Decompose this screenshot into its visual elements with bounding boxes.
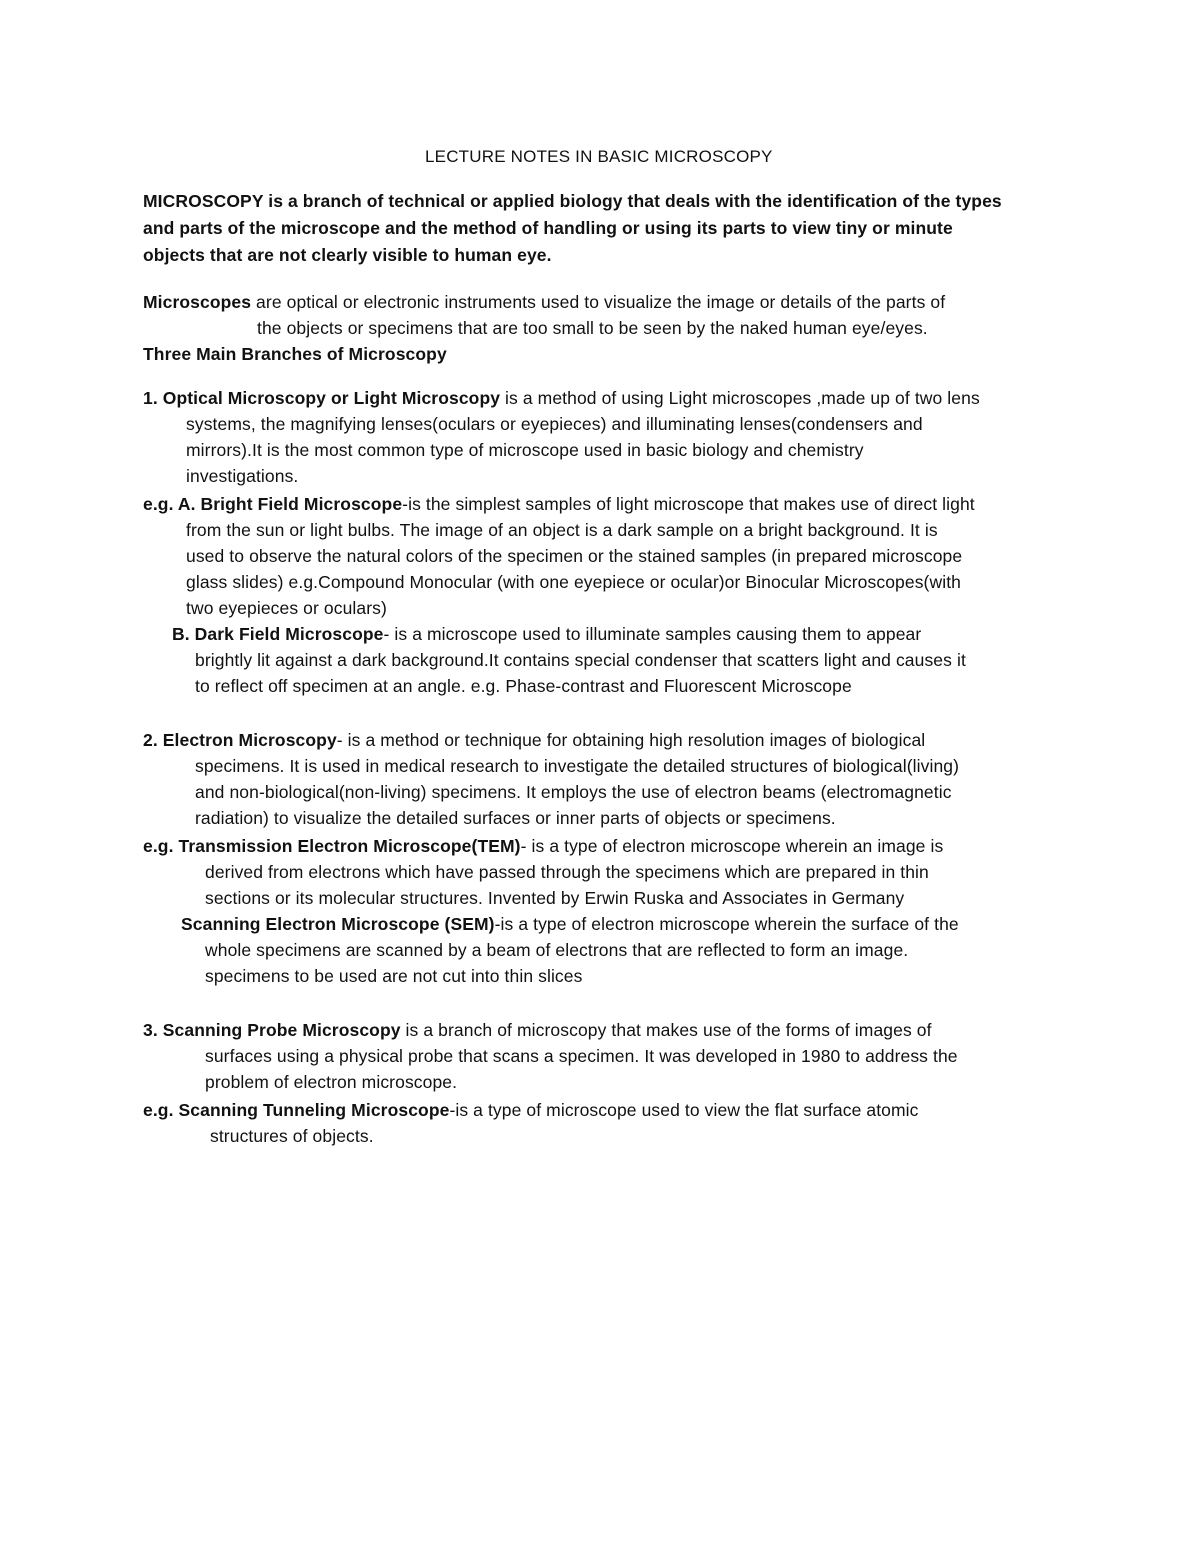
definition-microscopy-line-1: MICROSCOPY is a branch of technical or applied biology that deals with the identification of the types <box>143 191 1002 211</box>
definition-microscopy-line-3: objects that are not clearly visible to human eye. <box>143 245 552 265</box>
example-b-line-3: to reflect off specimen at an angle. e.g. Phase-contrast and Fluorescent Microscope <box>195 676 852 696</box>
branch-1-line-2: systems, the magnifying lenses(oculars or eyepieces) and illuminating lenses(condensers and <box>186 414 923 434</box>
branch-2-line-2: specimens. It is used in medical research to investigate the detailed structures of biological(living) <box>195 756 960 776</box>
branch-2-line-1: 2. Electron Microscopy- is a method or technique for obtaining high resolution images of biological <box>143 730 926 750</box>
example-stm-line-1: e.g. Scanning Tunneling Microscope-is a type of microscope used to view the flat surface atomic <box>143 1100 919 1120</box>
branch-1-line-3: mirrors).It is the most common type of microscope used in basic biology and chemistry <box>186 440 864 460</box>
branches-heading: Three Main Branches of Microscopy <box>143 344 447 364</box>
branch-3-line-2: surfaces using a physical probe that scans a specimen. It was developed in 1980 to address the <box>205 1046 958 1066</box>
definition-microscopy-line-2: and parts of the microscope and the method of handling or using its parts to view tiny or minute <box>143 218 953 238</box>
example-tem-line-2: derived from electrons which have passed through the specimens which are prepared in thin <box>205 862 929 882</box>
example-a-line-1: e.g. A. Bright Field Microscope-is the simplest samples of light microscope that makes use of direct light <box>143 494 975 514</box>
example-a-line-2: from the sun or light bulbs. The image of an object is a dark sample on a bright background. It is <box>186 520 938 540</box>
example-b-line-2: brightly lit against a dark background.It contains special condenser that scatters light and causes it <box>195 650 966 670</box>
branch-1-line-1: 1. Optical Microscopy or Light Microscopy is a method of using Light microscopes ,made up of two lens <box>143 388 980 408</box>
example-stm-line-2: structures of objects. <box>210 1126 374 1146</box>
definition-microscopes-line-2: the objects or specimens that are too small to be seen by the naked human eye/eyes. <box>257 318 928 338</box>
branch-3-line-3: problem of electron microscope. <box>205 1072 458 1092</box>
example-a-line-5: two eyepieces or oculars) <box>186 598 387 618</box>
example-a-line-4: glass slides) e.g.Compound Monocular (with one eyepiece or ocular)or Binocular Microscopes(with <box>186 572 961 592</box>
example-a-line-3: used to observe the natural colors of the specimen or the stained samples (in prepared microscope <box>186 546 963 566</box>
branch-1-line-4: investigations. <box>186 466 299 486</box>
example-sem-line-2: whole specimens are scanned by a beam of electrons that are reflected to form an image. <box>205 940 909 960</box>
example-tem-line-3: sections or its molecular structures. Invented by Erwin Ruska and Associates in Germany <box>205 888 905 908</box>
branch-3-line-1: 3. Scanning Probe Microscopy is a branch of microscopy that makes use of the forms of images of <box>143 1020 932 1040</box>
example-sem-line-1: Scanning Electron Microscope (SEM)-is a type of electron microscope wherein the surface of the <box>181 914 959 934</box>
definition-microscopes-line-1: Microscopes are optical or electronic instruments used to visualize the image or details of the parts of <box>143 292 946 312</box>
document-title: LECTURE NOTES IN BASIC MICROSCOPY <box>425 147 773 166</box>
branch-2-line-4: radiation) to visualize the detailed surfaces or inner parts of objects or specimens. <box>195 808 836 828</box>
example-tem-line-1: e.g. Transmission Electron Microscope(TEM)- is a type of electron microscope wherein an image is <box>143 836 944 856</box>
example-sem-line-3: specimens to be used are not cut into thin slices <box>205 966 583 986</box>
branch-2-line-3: and non-biological(non-living) specimens. It employs the use of electron beams (electromagnetic <box>195 782 952 802</box>
example-b-line-1: B. Dark Field Microscope- is a microscope used to illuminate samples causing them to appear <box>172 624 922 644</box>
